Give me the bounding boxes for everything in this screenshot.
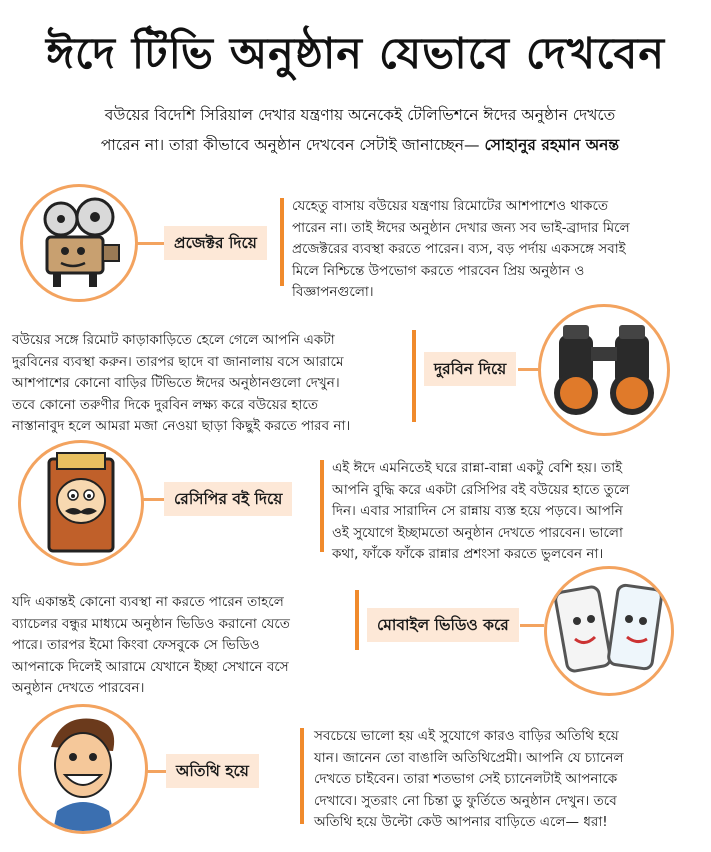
text-line: প্রজেক্টরের ব্যবস্থা করতে পারেন। ব্যস, বড় পর্দায় একসঙ্গে সবাই — [292, 241, 626, 257]
label-recipe-book: রেসিপির বই দিয়ে — [164, 482, 292, 516]
paragraph-binoculars — [12, 330, 407, 438]
text-line: বিজ্ঞাপনগুলো। — [292, 284, 374, 300]
connector-line — [518, 368, 538, 371]
text-line: নাস্তানাবুদ হলে আমরা মজা নেওয়া ছাড়া কিছুই করতে পারব না। — [12, 418, 351, 434]
text-line: দুরবিনের ব্যবস্থা করুন। তারপর ছাদে বা জানালায় বসে আরামে — [12, 353, 344, 370]
text-line: দেখতে চাইবেন। তারা শতভাগ সেই চ্যানেলটাই আপনাকে — [314, 771, 618, 787]
mobile-phones-icon — [547, 569, 671, 693]
label-mobile-video: মোবাইল ভিডিও করে — [367, 608, 519, 642]
text-line: ব্যাচেলর বন্ধুর মাধ্যমে অনুষ্ঠান ভিডিও করানো যেতে — [12, 615, 290, 632]
text-line: কথা, ফাঁকে ফাঁকে রান্নার প্রশংসা করতে ভুলবেন না। — [332, 546, 604, 562]
accent-bar — [355, 590, 359, 650]
author-name: সোহানুর রহমান অনন্ত — [484, 136, 620, 154]
page-title: ঈদে টিভি অনুষ্ঠান যেভাবে দেখবেন — [45, 29, 666, 79]
recipe-book-icon — [21, 443, 141, 563]
text-line: মিলে নিশ্চিন্তে উপভোগ করতে পারবেন প্রিয় অনুষ্ঠান ও — [292, 262, 585, 279]
accent-bar — [320, 460, 324, 552]
text-line: অনুষ্ঠান দেখতে পারবেন। — [12, 680, 145, 696]
text-line: সবচেয়ে ভালো হয় এই সুযোগে কারও বাড়ির অতিথি হয়ে — [314, 728, 619, 744]
connector-line — [135, 242, 165, 245]
connector-line — [520, 624, 544, 627]
text-line: আপনাকে দিলেই আরামে যেখানে ইচ্ছা সেখানে বসে — [12, 658, 289, 675]
text-line: যেহেতু বাসায় বউয়ের যন্ত্রণায় রিমোটের আশপাশেও থাকতে — [292, 198, 609, 214]
accent-bar — [412, 330, 416, 422]
grinning-guest-icon — [21, 707, 145, 831]
text-line: তবে কোনো তরুণীর দিকে দুরবিন লক্ষ্য করে বউয়ের হাতে — [12, 396, 318, 413]
intro-line-1: বউয়ের বিদেশি সিরিয়াল দেখার যন্ত্রণায় অনেকেই টেলিভিশনে ঈদের অনুষ্ঠান দেখতে — [104, 106, 616, 124]
text-line: বউয়ের সঙ্গে রিমোট কাড়াকাড়িতে হেলে গেলে আপনি একটা — [12, 332, 335, 348]
intro-line-2: পারেন না। তারা কীভাবে অনুষ্ঠান দেখবেন সেটাই জানাচ্ছেন— — [100, 136, 480, 154]
label-binoculars: দুরবিন দিয়ে — [424, 352, 516, 386]
text-line: দেখাবে। সুতরাং নো চিন্তা ডু ফুর্তিতে অনুষ্ঠান দেখুন। তবে — [314, 792, 617, 809]
binoculars-circle — [538, 304, 670, 436]
accent-bar — [300, 728, 304, 824]
recipe-book-circle — [18, 440, 144, 566]
text-line: আপনি বুদ্ধি করে একটা রেসিপির বই বউয়ের হাতে তুলে — [332, 481, 630, 498]
binoculars-icon — [541, 307, 667, 433]
text-line: যান। জানেন তো বাঙালি অতিথিপ্রেমী। আপনি যে চ্যানেল — [314, 749, 624, 766]
text-line: পারেন না। তাই ঈদের অনুষ্ঠান দেখার জন্য সব ভাই-ব্রাদার মিলে — [292, 219, 630, 236]
paragraph-guest — [314, 726, 702, 834]
connector-line — [147, 770, 167, 773]
accent-bar — [280, 198, 284, 286]
paragraph-mobile-video — [12, 592, 357, 700]
label-guest: অতিথি হয়ে — [166, 754, 259, 788]
text-line: পারে। তারপর ইমো কিংবা ফেসবুকে সে ভিডিও — [12, 637, 260, 653]
text-line: যদি একান্তই কোনো ব্যবস্থা না করতে পারেন তাহলে — [12, 594, 284, 610]
film-projector-icon — [23, 187, 135, 299]
text-line: দিন। এবার সারাদিন সে রান্নায় ব্যস্ত হয়ে পড়বে। আপনি — [332, 503, 623, 519]
projector-circle — [20, 184, 138, 302]
connector-line — [143, 498, 165, 501]
text-line: এই ঈদে এমনিতেই ঘরে রান্না-বান্না একটু বেশি হয়। তাই — [332, 460, 623, 476]
label-projector: প্রজেক্টর দিয়ে — [164, 226, 267, 260]
paragraph-recipe-book — [332, 458, 702, 566]
intro-paragraph — [30, 100, 690, 160]
text-line: ওই সুযোগে ইচ্ছামতো অনুষ্ঠান দেখতে পারবেন। ভালো — [332, 524, 623, 541]
mobile-phones-circle — [544, 566, 674, 696]
paragraph-projector — [292, 196, 697, 304]
text-line: অতিথি হয়ে উল্টো কেউ আপনার বাড়িতে এলে— ধরা! — [314, 814, 608, 830]
guest-circle — [18, 704, 148, 834]
text-line: আশপাশের কোনো বাড়ির টিভিতে ঈদের অনুষ্ঠানগুলো দেখুন। — [12, 375, 340, 391]
